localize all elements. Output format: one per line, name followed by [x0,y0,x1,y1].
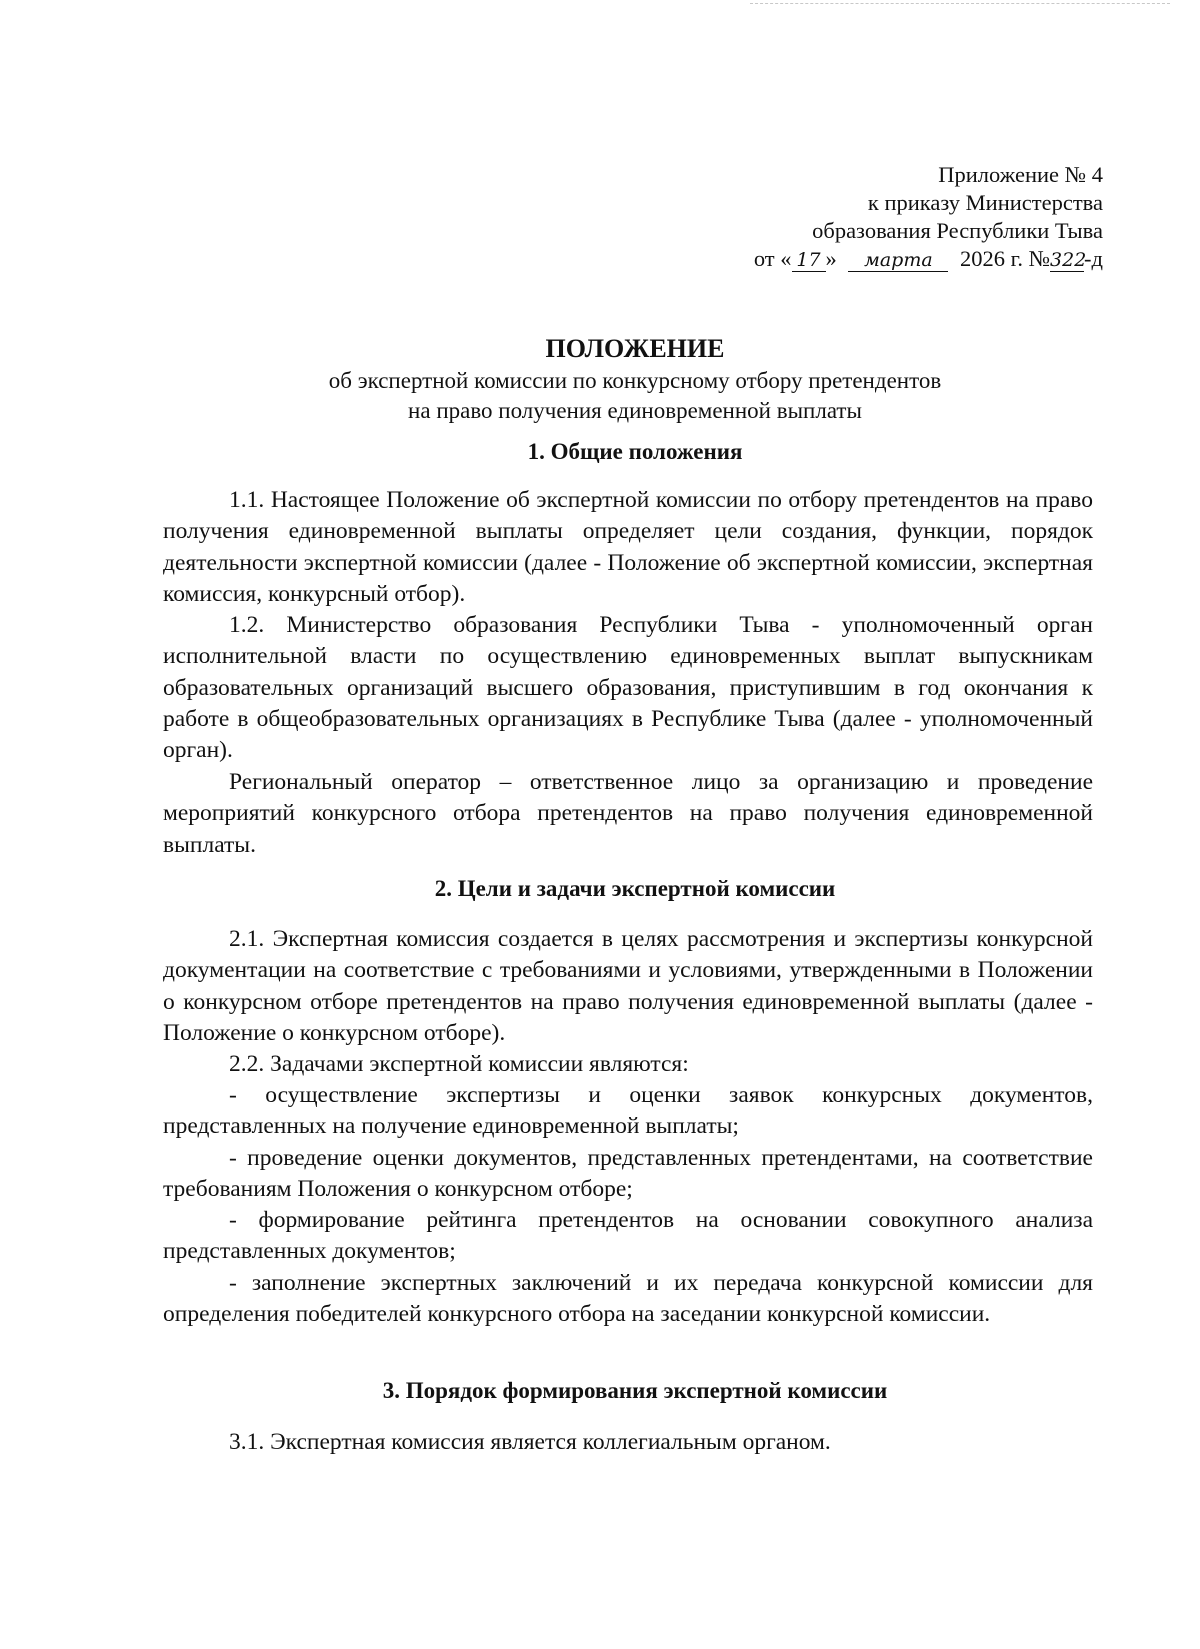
task-item-3: - формирование рейтинга претендентов на основании совокупного анализа представленных документов; [163,1207,1093,1265]
date-prefix: от « [753,246,792,271]
handwritten-month: марта [848,249,948,272]
appendix-block [754,161,1103,273]
document-subtitle [0,366,1200,426]
paragraph-3-1: 3.1. Экспертная комиссия является коллегиальным органом. [229,1429,831,1455]
order-suffix: -д [1084,246,1103,271]
paragraph-1-2: 1.2. Министерство образования Республики Тыва - уполномоченный орган исполнительной власти по осуществлению единовременных выплат выпускникам образовательных организаций высшего образования, приступившим в год окончания к работе в общеобразовательных организациях в Республике Тыва (далее - уполномоченный орган). [163,612,1093,764]
paragraph-2-1: 2.1. Экспертная комиссия создается в целях рассмотрения и экспертизы конкурсной документации на соответствие с требованиями и условиями, утвержденными в Положении о конкурсном отборе претендентов на право получения единовременной выплаты (далее - Положение о конкурсном отборе). [163,926,1093,1046]
section-2-heading: 2. Цели и задачи экспертной комиссии [434,876,836,901]
paragraph-regional-operator: Региональный оператор – ответственное лицо за организацию и проведение мероприятий конкурсного отбора претендентов на право получения единовременной выплаты. [163,769,1093,858]
appendix-order-ref: к приказу Министерства [867,190,1103,215]
handwritten-order-number: 322 [1050,249,1087,271]
paragraph-1-1: 1.1. Настоящее Положение об экспертной комиссии по отбору претендентов на право получения единовременной выплаты определяет цели создания, функции, порядок деятельности экспертной комиссии (далее - Положение об экспертной комиссии, экспертная комиссия, конкурсный отбор). [163,487,1093,607]
section-3-heading: 3. Порядок формирования экспертной комиссии [382,1378,888,1403]
task-item-1: - осуществление экспертизы и оценки заявок конкурсных документов, представленных на получение единовременной выплаты; [163,1082,1093,1140]
document-title: ПОЛОЖЕНИЕ [545,334,725,363]
paragraph-2-2: 2.2. Задачами экспертной комиссии являются: [229,1051,689,1077]
date-year: 2026 г. № [960,246,1051,271]
task-item-2: - проведение оценки документов, представленных претендентами, на соответствие требованиям Положения о конкурсном отборе; [163,1145,1093,1203]
appendix-number: Приложение № 4 [938,162,1103,187]
section-1-heading: 1. Общие положения [527,439,743,464]
task-item-4: - заполнение экспертных заключений и их передача конкурсной комиссии для определения победителей конкурсного отбора на заседании конкурсной комиссии. [163,1270,1093,1328]
subtitle-line-1: об экспертной комиссии по конкурсному отбору претендентов [328,368,942,393]
date-mid: » [825,246,837,271]
subtitle-line-2: на право получения единовременной выплаты [408,398,862,423]
appendix-ministry: образования Республики Тыва [812,218,1103,243]
appendix-date-line [754,245,1103,273]
handwritten-day: 17 [792,249,826,272]
scan-artifact [750,3,1170,8]
